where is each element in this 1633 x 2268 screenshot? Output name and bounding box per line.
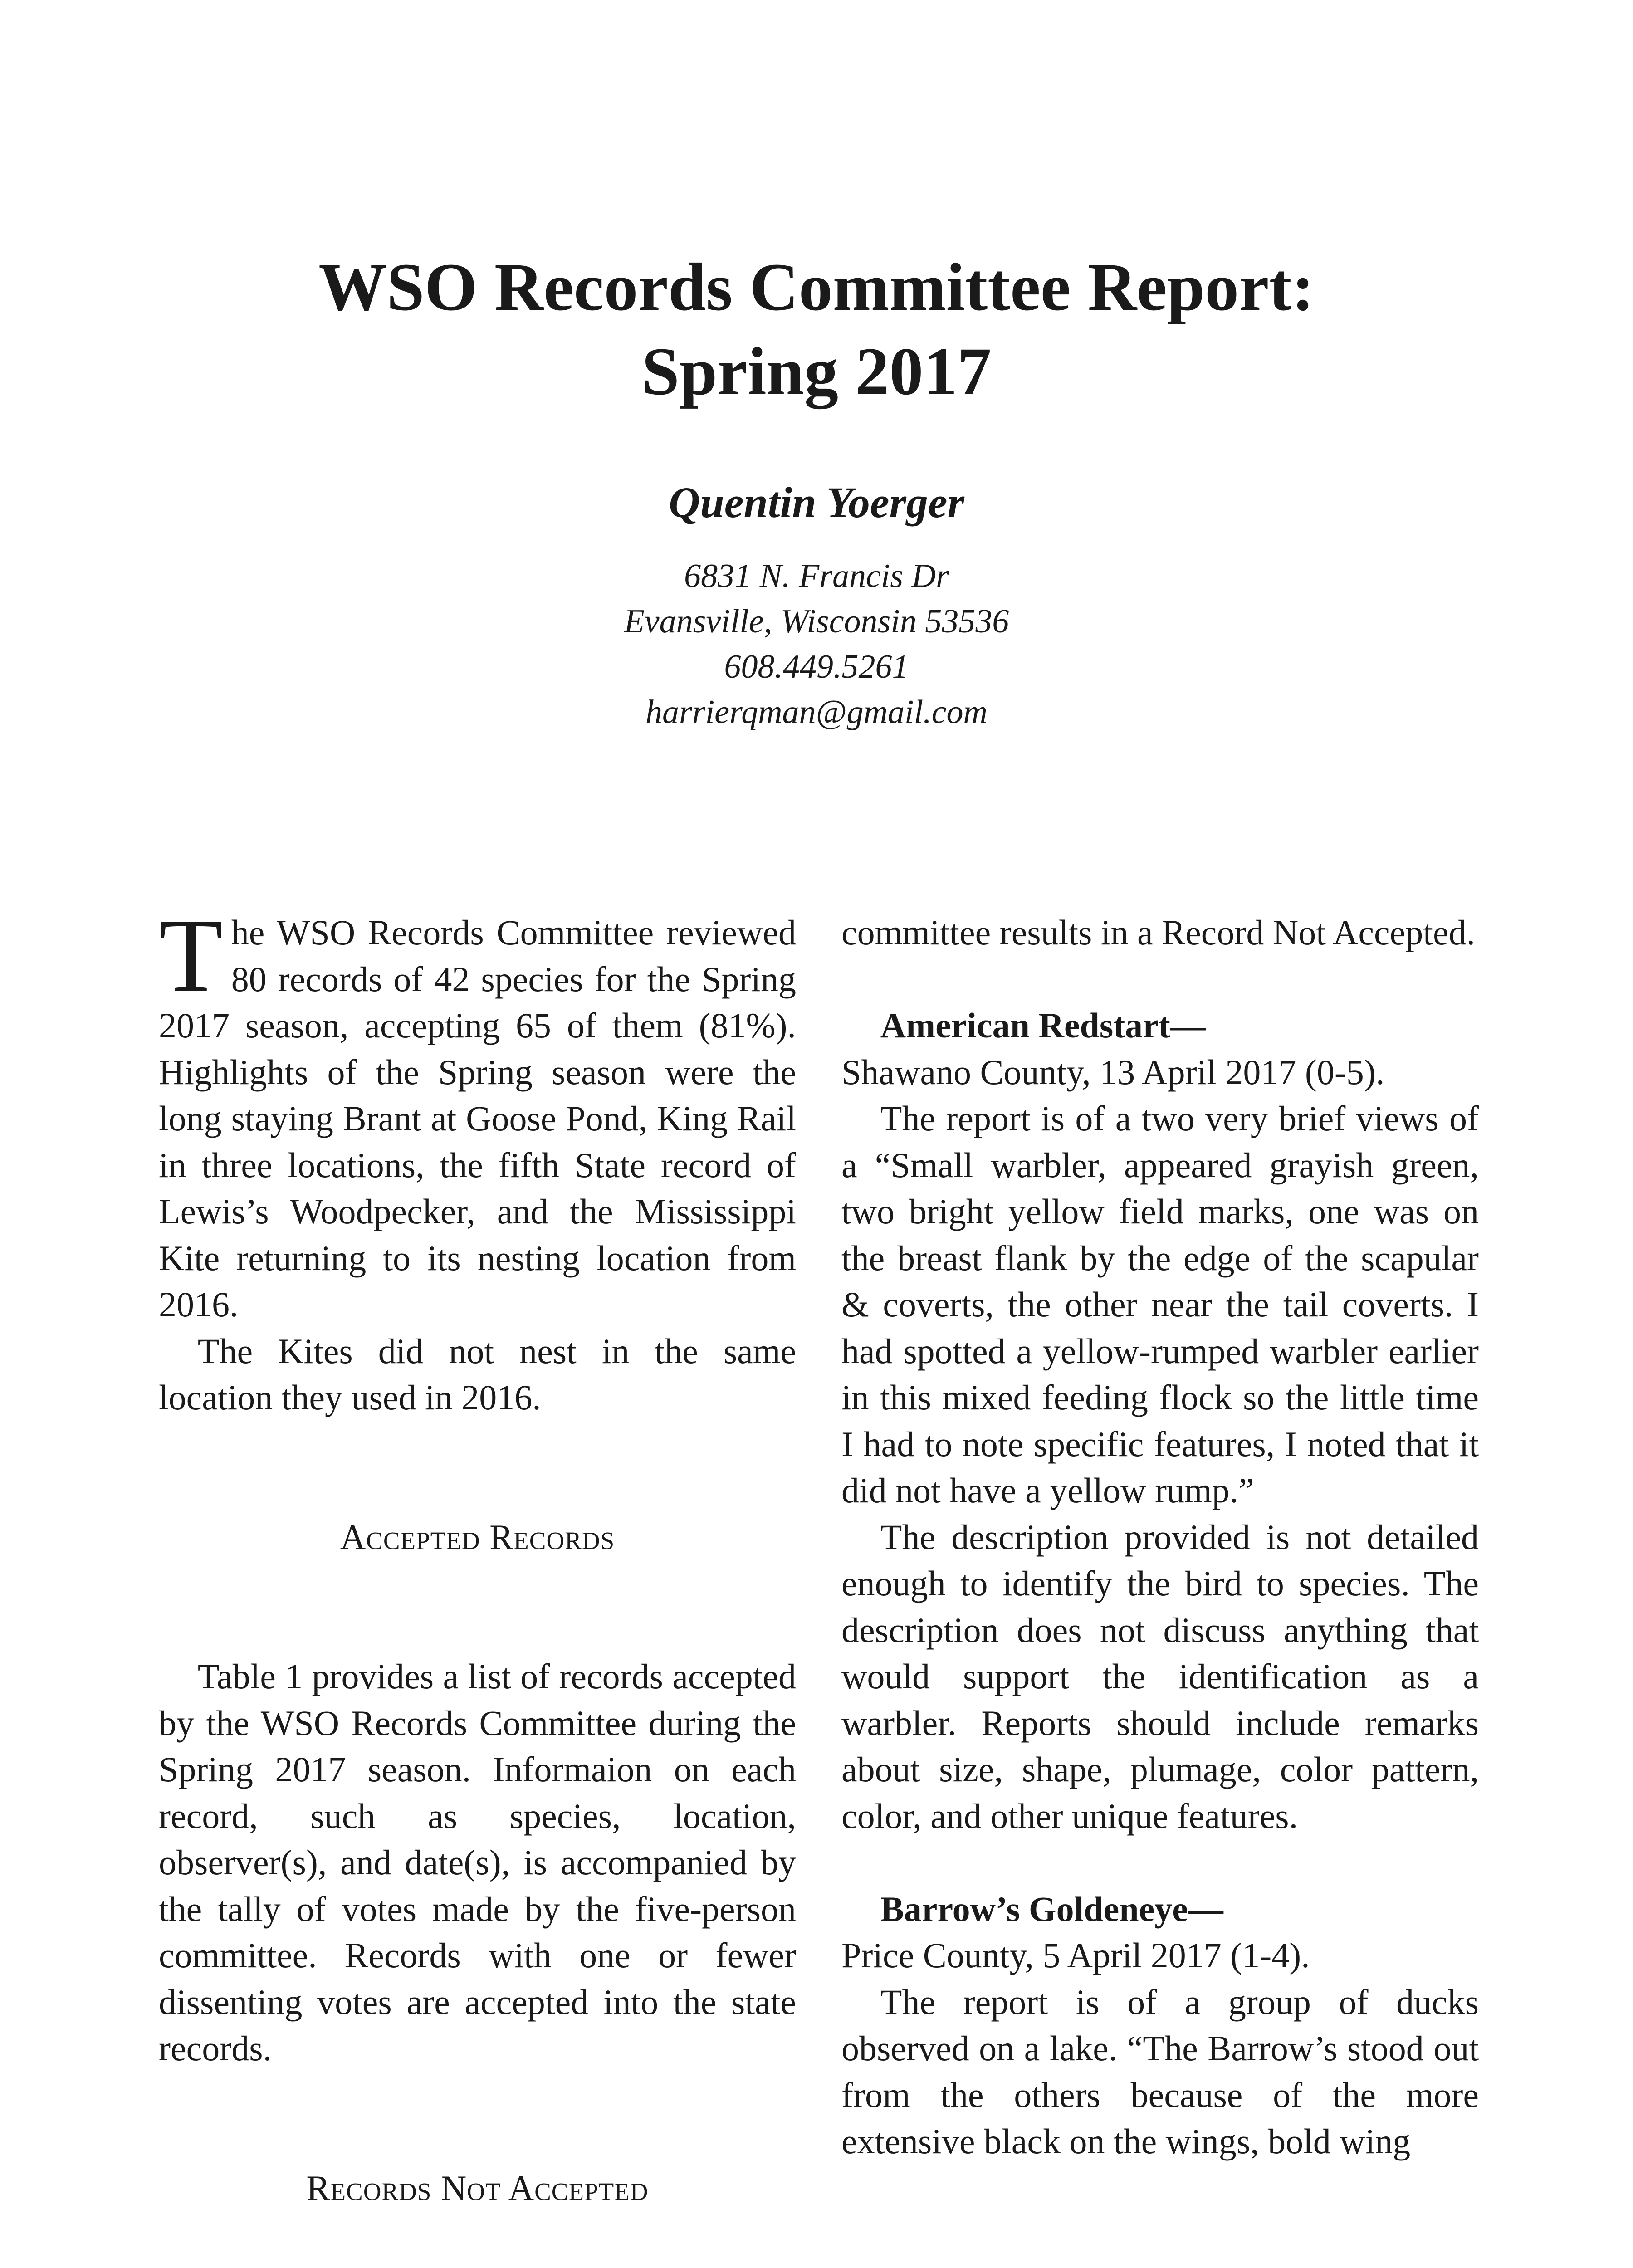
title-line-1: WSO Records Committee Report: <box>318 249 1315 325</box>
author-address <box>0 553 1633 735</box>
continuation-paragraph: committee results in a Record Not Accepted. <box>841 913 1476 952</box>
right-column <box>841 909 1479 2165</box>
article-title <box>0 245 1633 414</box>
kites-paragraph: The Kites did not nest in the same location they used in 2016. <box>159 1331 796 1417</box>
title-line-2: Spring 2017 <box>641 334 992 409</box>
american-redstart-comment: The description provided is not detailed enough to identify the bird to species. The description does not discuss anything that would support the identification as a warbler. Reports should include remarks about size, shape, plumage, color pattern, color, and other unique features. <box>841 1517 1479 1836</box>
american-redstart-location: Shawano County, 13 April 2017 (0-5). <box>841 1052 1385 1092</box>
barrows-goldeneye-location: Price County, 5 April 2017 (1-4). <box>841 1936 1310 1975</box>
address-city: Evansville, Wisconsin 53536 <box>624 603 1009 640</box>
left-column <box>159 897 796 2268</box>
accepted-records-paragraph: Table 1 provides a list of records accepted by the WSO Records Committee during the Spring 2017 season. Informaion on each record, such as species, location, observer(s), and date(s), is accompanied by the tally of votes made by the five-person committee. Records with one or fewer dissenting votes are accepted into the state records. <box>159 1657 796 2068</box>
intro-paragraph <box>159 897 796 1328</box>
address-street: 6831 N. Francis Dr <box>684 557 949 595</box>
address-email[interactable]: harrierqman@gmail.com <box>645 694 988 731</box>
author-name: Quentin Yoerger <box>669 478 964 527</box>
records-not-accepted-heading: Records Not Accepted <box>306 2168 649 2208</box>
american-redstart-heading: American Redstart— <box>880 1006 1206 1045</box>
drop-cap: T <box>159 897 223 1014</box>
intro-text: he WSO Records Committee reviewed 80 records of 42 species for the Spring 2017 season, accepting 65 of them (81%). Highlights of the Spring season were the long staying Brant at Goose Pond, King Rail in three locations, the fifth State record of Lewis’s Woodpecker, and the Mississippi Kite returning to its nesting location from 2016. <box>159 913 796 1324</box>
address-phone: 608.449.5261 <box>724 648 909 685</box>
american-redstart-report: The report is of a two very brief views of a “Small warbler, appeared grayish green, two bright yellow field marks, one was on the breast flank by the edge of the scapular & coverts, the other near the tail coverts. I had spotted a yellow-rumped warbler earlier in this mixed feeding flock so the little time I had to note specific features, I noted that it did not have a yellow rump.” <box>841 1099 1479 1510</box>
barrows-goldeneye-report: The report is of a group of ducks observed on a lake. “The Barrow’s stood out from the others because of the more extensive black on the wings, bold wing <box>841 1982 1479 2161</box>
accepted-records-heading: Accepted Records <box>340 1517 615 1557</box>
barrows-goldeneye-heading: Barrow’s Goldeneye— <box>880 1889 1223 1929</box>
